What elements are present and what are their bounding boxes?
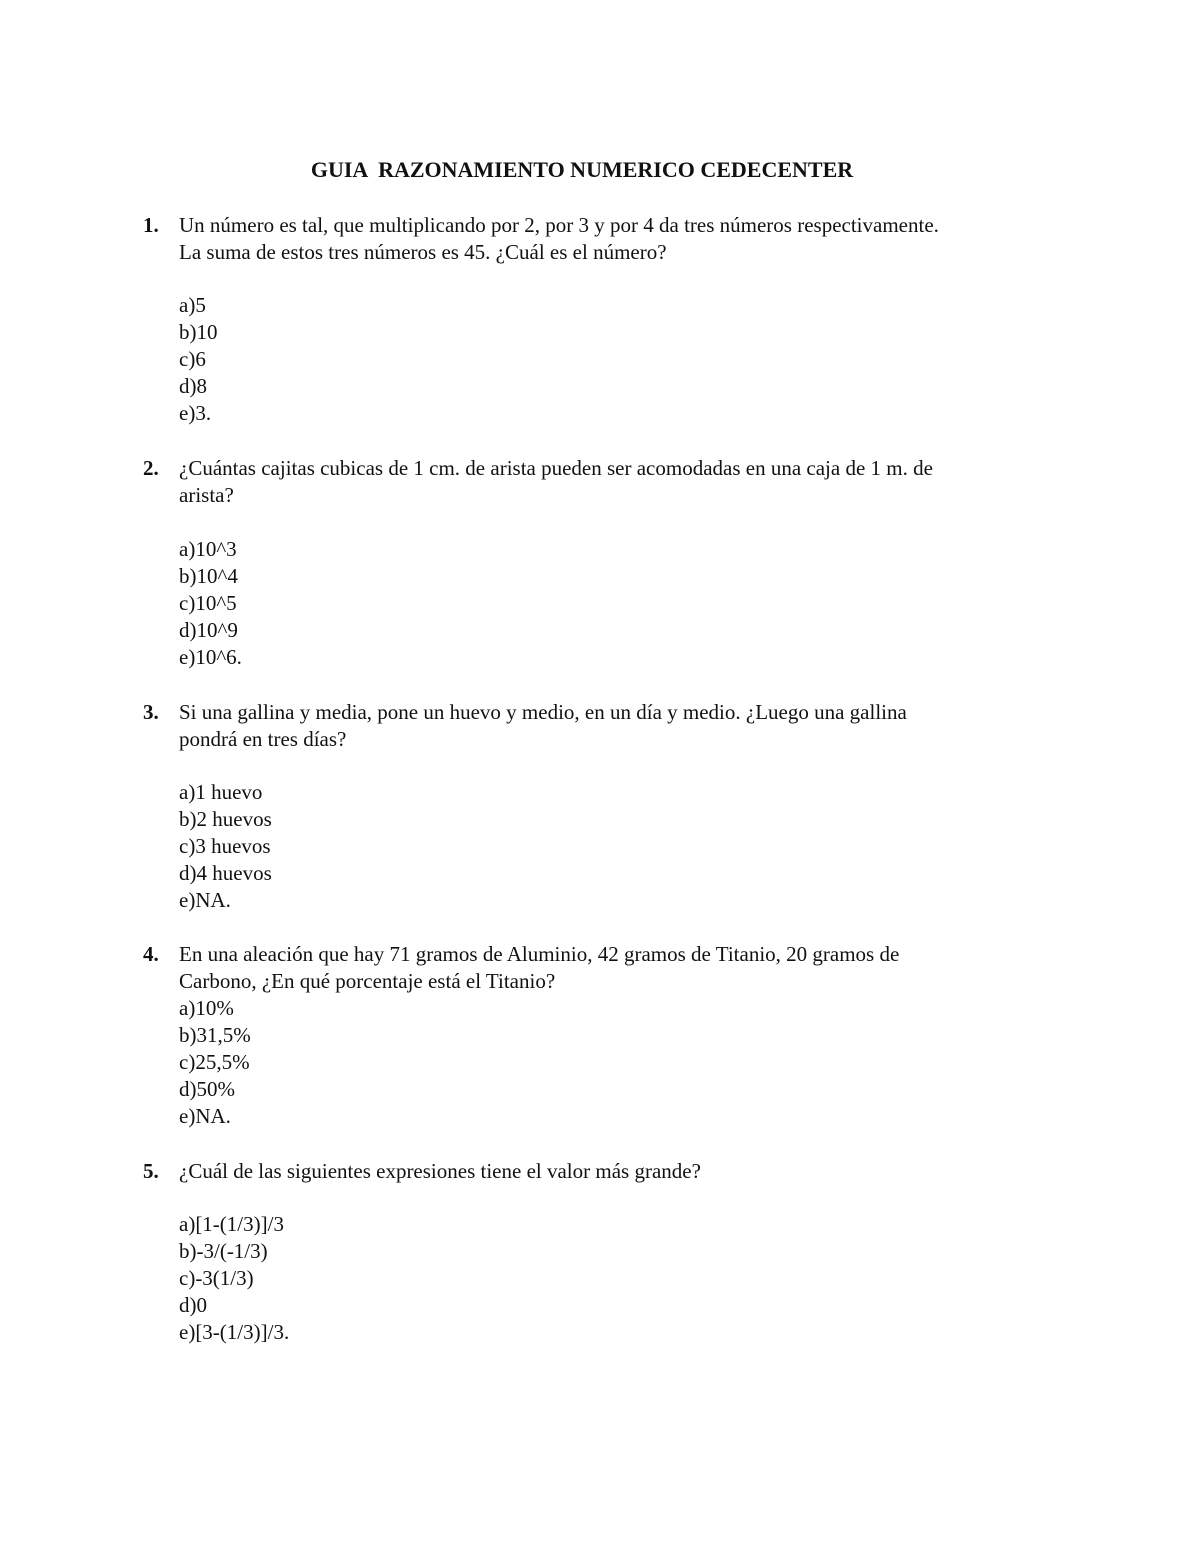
option-a: a)10% (179, 996, 234, 1020)
question-text-line: arista? (179, 483, 234, 507)
option-list (179, 779, 272, 914)
question-text-line: La suma de estos tres números es 45. ¿Cuál es el número? (179, 240, 667, 264)
question-text-line: ¿Cuál de las siguientes expresiones tiene el valor más grande? (179, 1159, 701, 1183)
question-text-line: pondrá en tres días? (179, 727, 347, 751)
question-number: 5. (143, 1159, 159, 1183)
option-d: d)10^9 (179, 618, 238, 642)
option-c: c)-3(1/3) (179, 1266, 254, 1290)
question-number: 1. (143, 213, 159, 237)
question-text-line: ¿Cuántas cajitas cubicas de 1 cm. de arista pueden ser acomodadas en una caja de 1 m. de (179, 456, 933, 480)
option-c: c)3 huevos (179, 834, 271, 858)
option-a: a)1 huevo (179, 780, 263, 804)
question-text-line: Un número es tal, que multiplicando por 2, por 3 y por 4 da tres números respectivamente. (179, 213, 939, 237)
option-a: a)10^3 (179, 537, 237, 561)
question-text-line: En una aleación que hay 71 gramos de Aluminio, 42 gramos de Titanio, 20 gramos de (179, 942, 900, 966)
option-e: e)10^6. (179, 645, 242, 669)
option-list (179, 1211, 289, 1346)
question-text-line: Carbono, ¿En qué porcentaje está el Titanio? (179, 969, 556, 993)
option-b: b)31,5% (179, 1023, 251, 1047)
question-text (179, 699, 1039, 753)
option-b: b)10 (179, 320, 218, 344)
option-list (179, 292, 218, 427)
option-b: b)-3/(-1/3) (179, 1239, 268, 1263)
option-a: a)[1-(1/3)]/3 (179, 1212, 284, 1236)
option-d: d)0 (179, 1293, 207, 1317)
question-text (179, 455, 1039, 509)
question-text-line: Si una gallina y media, pone un huevo y medio, en un día y medio. ¿Luego una gallina (179, 700, 907, 724)
option-a: a)5 (179, 293, 206, 317)
option-e: e)NA. (179, 888, 231, 912)
option-c: c)6 (179, 347, 206, 371)
question-text (179, 1158, 1039, 1185)
option-c: c)25,5% (179, 1050, 250, 1074)
option-b: b)10^4 (179, 564, 238, 588)
option-c: c)10^5 (179, 591, 237, 615)
option-e: e)NA. (179, 1104, 231, 1128)
page-title: GUIA RAZONAMIENTO NUMERICO CEDECENTER (310, 157, 854, 182)
option-list (179, 536, 242, 671)
option-b: b)2 huevos (179, 807, 272, 831)
option-d: d)50% (179, 1077, 235, 1101)
question-text (179, 212, 1039, 266)
option-d: d)4 huevos (179, 861, 272, 885)
question-number: 2. (143, 456, 159, 480)
option-e: e)3. (179, 401, 212, 425)
option-list (179, 995, 251, 1130)
option-d: d)8 (179, 374, 207, 398)
question-number: 3. (143, 700, 159, 724)
question-number: 4. (143, 942, 159, 966)
question-text (179, 941, 1039, 995)
option-e: e)[3-(1/3)]/3. (179, 1320, 290, 1344)
